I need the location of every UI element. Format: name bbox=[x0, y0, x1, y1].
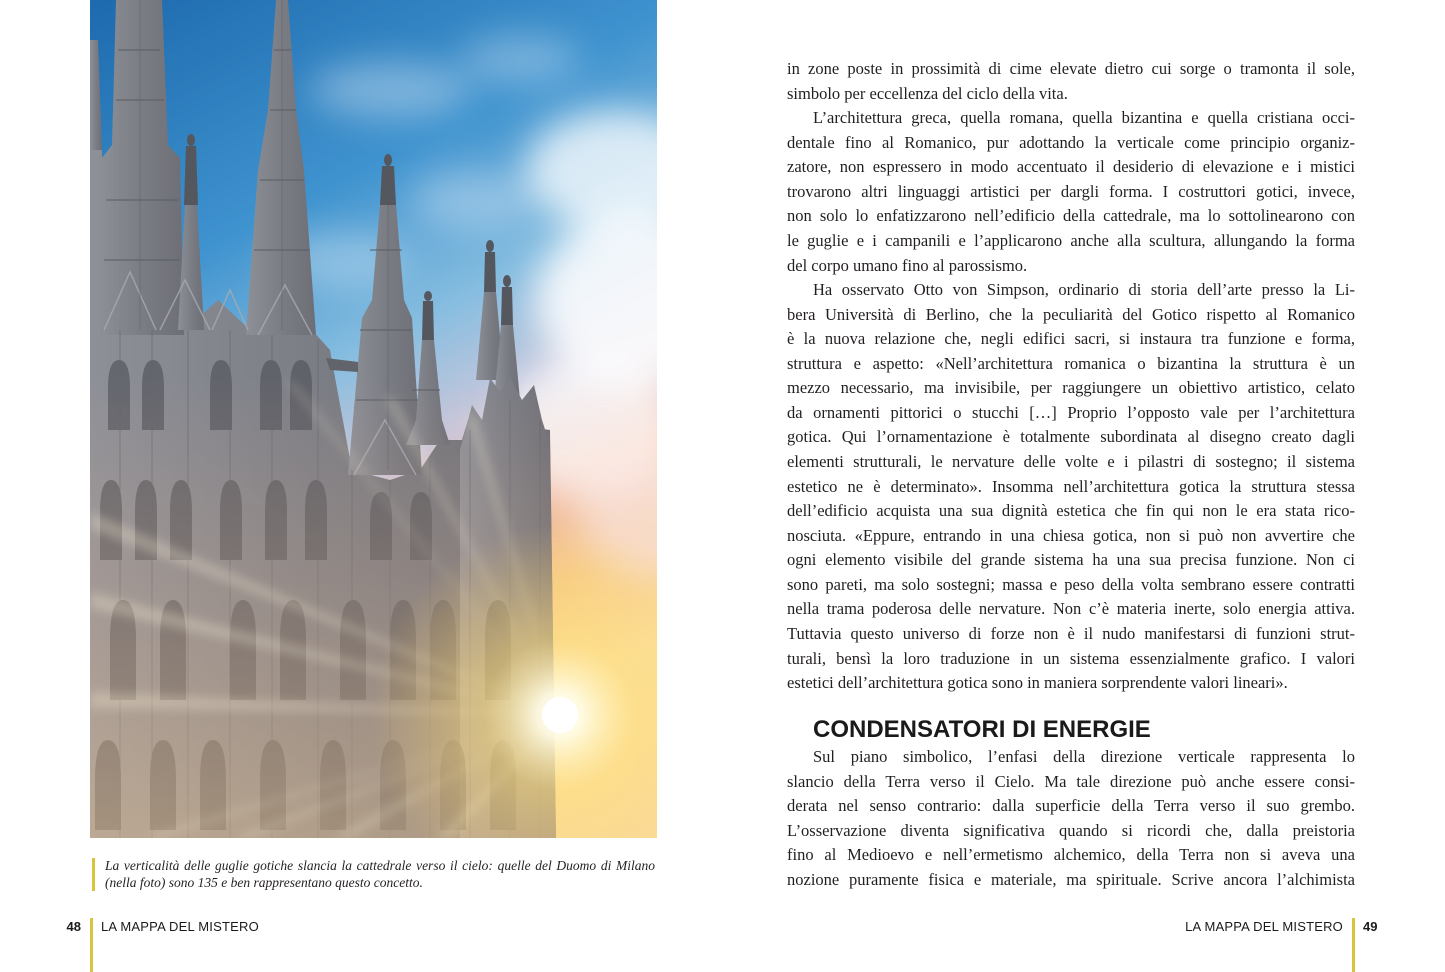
text-line: Sul piano simbolico, l’enfasi della direzione verticale rappresenta lo bbox=[813, 747, 1355, 766]
text-line: nozione puramente fisica e materiale, ma spirituale. Scrive ancora l’alchimista bbox=[787, 869, 1355, 889]
text-line: dell’edificio acquista una sua dignità estetica che fin qui non le era stata rico- bbox=[787, 501, 1355, 521]
cathedral-photo bbox=[90, 0, 657, 838]
text-line: Tuttavia questo universo di forze non è il nudo manifestarsi di funzioni strut- bbox=[787, 623, 1355, 643]
text-line: derata nel senso contrario: dalla superficie della Terra verso il suo grembo. bbox=[787, 796, 1355, 816]
body-text bbox=[787, 745, 1355, 892]
text-line: ogni elemento visibile del grande sistema ha una sua precisa funzione. Non ci bbox=[787, 550, 1355, 570]
caption-line: (nella foto) sono 135 e ben rappresentano questo concetto. bbox=[105, 875, 423, 890]
photo-caption bbox=[105, 857, 655, 891]
running-head-right: LA MAPPA DEL MISTERO bbox=[1185, 919, 1343, 934]
text-line: simbolo per eccellenza del ciclo della vita. bbox=[787, 83, 1068, 103]
text-line: in zone poste in prossimità di cime elevate dietro cui sorge o tramonta il sole, bbox=[787, 59, 1355, 78]
footer-accent-bar-left bbox=[90, 918, 93, 972]
text-line: zatore, non espressero in modo accentuato il desiderio di elevazione e i mistici bbox=[787, 157, 1355, 177]
text-line: elementi strutturali, le nervature delle volte e i pilastri di sostegno; il sistema bbox=[787, 452, 1355, 471]
page-number-right: 49 bbox=[1363, 919, 1378, 934]
text-line: le guglie e i campanili e l’applicarono anche alla scultura, allungando la forma bbox=[787, 230, 1355, 250]
paragraph bbox=[787, 106, 1355, 278]
text-line: estetico ne è determinato». Insomma nell’architettura gotica la struttura stessa bbox=[787, 476, 1355, 496]
text-line: è la nuova relazione che, negli edifici sacri, si instaura tra funzione e forma, bbox=[787, 329, 1355, 349]
text-line: estetici dell’architettura gotica sono in maniera sorprendente valori lineari». bbox=[787, 673, 1288, 693]
text-line: L’architettura greca, quella romana, quella bizantina e quella cristiana occi- bbox=[813, 108, 1355, 128]
text-line: dentale fino al Romanico, pur adottando la verticale come principio organiz- bbox=[787, 132, 1355, 152]
paragraph bbox=[787, 745, 1355, 892]
body-text bbox=[787, 57, 1355, 696]
paragraph bbox=[787, 57, 1355, 106]
caption-accent-bar bbox=[92, 858, 95, 891]
text-line: struttura e aspetto: «Nell’architettura romanica o bizantina la struttura è un bbox=[787, 353, 1355, 373]
footer-accent-bar-right bbox=[1352, 918, 1355, 972]
text-line: sono pareti, ma solo sostegni; massa e peso della volta sembrano essere contratti bbox=[787, 574, 1355, 594]
text-line: slancio della Terra verso il Cielo. Ma tale direzione può anche essere consi- bbox=[787, 771, 1355, 791]
section-heading: CONDENSATORI DI ENERGIE bbox=[813, 716, 1151, 743]
paragraph bbox=[787, 278, 1355, 696]
text-line: non solo lo enfatizzarono nell’edificio della cattedrale, ma lo sottolinearono con bbox=[787, 206, 1355, 226]
text-line: del corpo umano fino al parossismo. bbox=[787, 255, 1028, 275]
caption-line: La verticalità delle guglie gotiche slancia la cattedrale verso il cielo: quelle del Duomo di Milano bbox=[105, 858, 655, 873]
text-line: bera Università di Berlino, che la peculiarità del Gotico rispetto al Romanico bbox=[787, 304, 1355, 324]
text-line: da ornamenti pittorici o stucchi […] Proprio l’opposto vale per l’architettura bbox=[787, 402, 1355, 422]
text-line: mezzo necessario, ma invisibile, per raggiungere un obiettivo artistico, celato bbox=[787, 378, 1355, 398]
text-line: turali, bensì la loro traduzione in un sistema essenzialmente grafico. I valori bbox=[787, 648, 1355, 668]
text-line: fino al Medioevo e nell’ermetismo alchemico, della Terra non si aveva una bbox=[787, 845, 1355, 865]
cathedral-photo-graphic bbox=[90, 0, 657, 838]
text-line: trovarono altri linguaggi artistici per dargli forma. I costruttori gotici, invece, bbox=[787, 181, 1355, 201]
text-line: L’osservazione diventa significativa quando si ricordi che, dalla preistoria bbox=[787, 820, 1355, 840]
text-line: gotica. Qui l’ornamentazione è totalmente subordinata al disegno creato dagli bbox=[787, 427, 1355, 447]
text-line: Ha osservato Otto von Simpson, ordinario di storia dell’arte presso la Li- bbox=[813, 280, 1355, 300]
running-head-left: LA MAPPA DEL MISTERO bbox=[101, 919, 259, 934]
text-line: nella trama poderosa delle nervature. Non c’è materia inerte, solo energia attiva. bbox=[787, 599, 1355, 619]
text-line: nosciuta. «Eppure, entrando in una chiesa gotica, non si può non avvertire che bbox=[787, 525, 1355, 545]
page-number-left: 48 bbox=[66, 919, 81, 934]
